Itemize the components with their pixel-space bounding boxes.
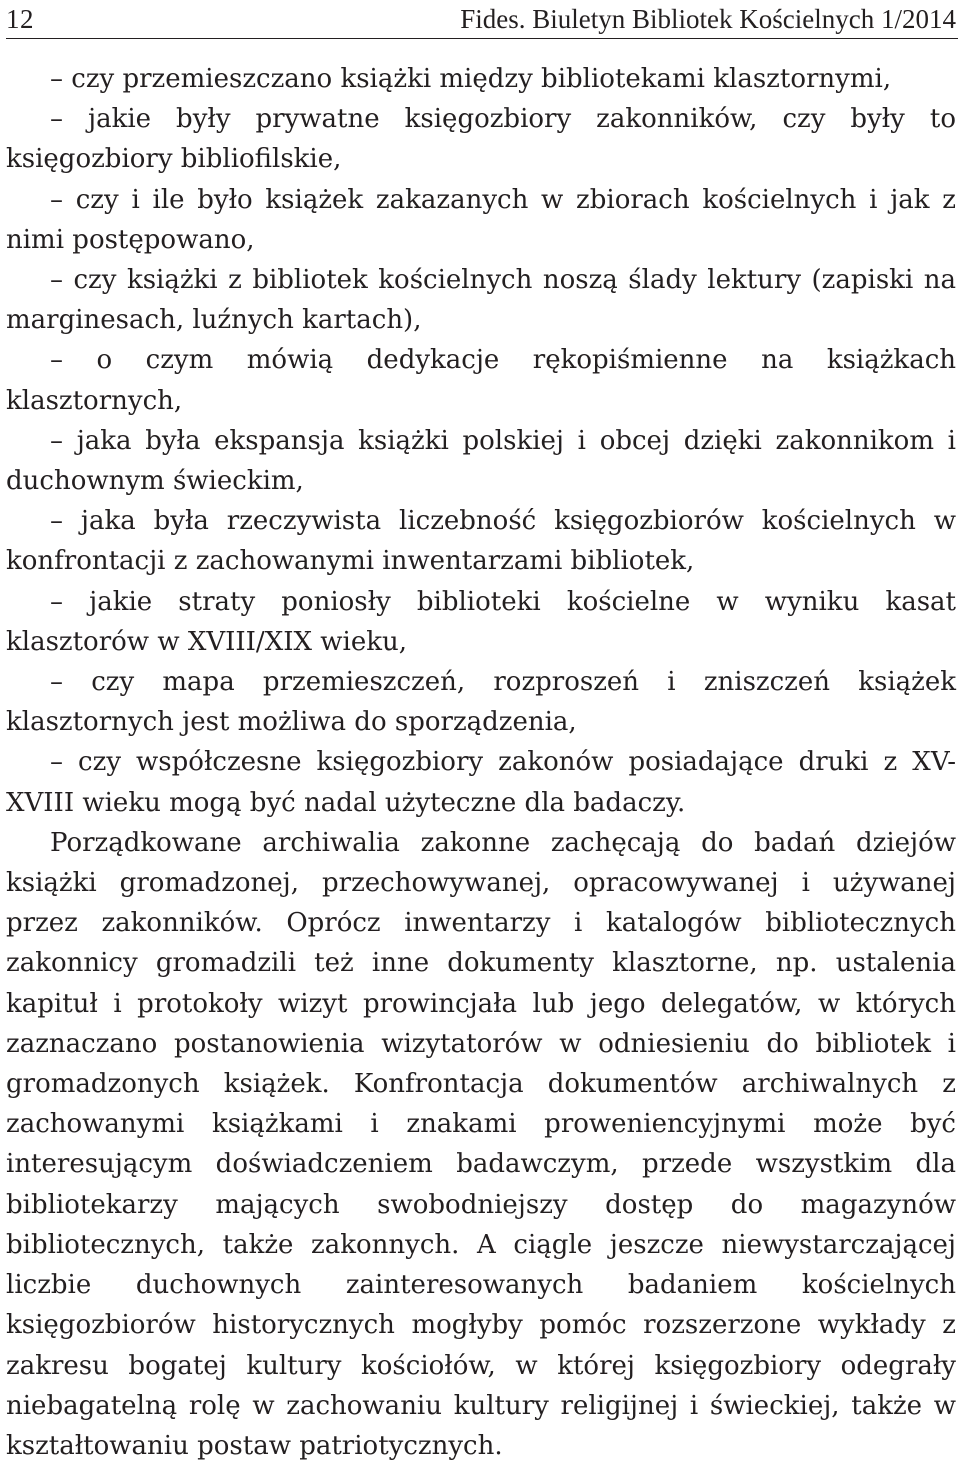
body-paragraph: Porządkowane archiwalia zakonne zachęcają do badań dziejów książki gromadzonej, przechowywanej, opracowywanej i używanej przez zakonników. Oprócz inwentarzy i katalogów bibliotecznych zakonnicy gromadzili też inne dokumenty klasztorne, np. ustalenia kapituł i protokoły wizyt prowincjała lub jego delegatów, w których zaznaczano postanowienia wizytatorów w odniesieniu do bibliotek i gromadzonych książek. Konfrontacja dokumentów archiwalnych z zachowanymi książkami i znakami proweniencyjnymi może być interesującym doświadczeniem badawczym, przede wszystkim dla bibliotekarzy mających swobodniejszy dostęp do magazynów bibliotecznych, także zakonnych. A ciągle jeszcze niewystarczającej liczbie duchownych zainteresowanych badaniem kościelnych księgozbiorów historycznych mogłyby pomóc rozszerzone wykłady z zakresu bogatej kultury kościołów, w której księgozbiory odegrały niebagatelną rolę w zachowaniu kultury religijnej i świeckiej, także w kształtowaniu postaw patriotycznych.	[6, 827, 956, 1461]
list-item: – czy współczesne księgozbiory zakonów posiadające druki z XV-XVIII wieku mogą być nadal użyteczne dla badaczy.	[6, 747, 956, 818]
list-item: – czy przemieszczano książki między bibliotekami klasztornymi,	[50, 64, 892, 94]
running-head: Fides. Biuletyn Bibliotek Kościelnych 1/2014	[460, 4, 956, 34]
list-item: – jaka była ekspansja książki polskiej i obcej dzięki zakonnikom i duchownym świeckim,	[6, 425, 956, 497]
list-item: – czy książki z bibliotek kościelnych noszą ślady lektury (zapiski na marginesach, luźnych kartach),	[6, 265, 956, 336]
list-item: – jakie straty poniosły biblioteki kościelne w wyniku kasat klasztorów w XVIII/XIX wieku,	[6, 586, 956, 657]
page-header	[6, 0, 958, 39]
body-text	[6, 59, 956, 1466]
list-item: – o czym mówią dedykacje rękopiśmienne na książkach klasztornych,	[6, 345, 956, 416]
list-item: – czy mapa przemieszczeń, rozproszeń i zniszczeń książek klasztornych jest możliwa do sporządzenia,	[6, 667, 956, 738]
list-item: – jaka była rzeczywista liczebność księgozbiorów kościelnych w konfrontacji z zachowanymi inwentarzami bibliotek,	[6, 506, 956, 577]
document-page	[6, 0, 956, 1466]
page-number: 12	[6, 4, 34, 34]
list-item: – jakie były prywatne księgozbiory zakonników, czy były to księgozbiory bibliofilskie,	[6, 104, 956, 175]
list-item: – czy i ile było książek zakazanych w zbiorach kościelnych i jak z nimi postępowano,	[6, 184, 956, 255]
